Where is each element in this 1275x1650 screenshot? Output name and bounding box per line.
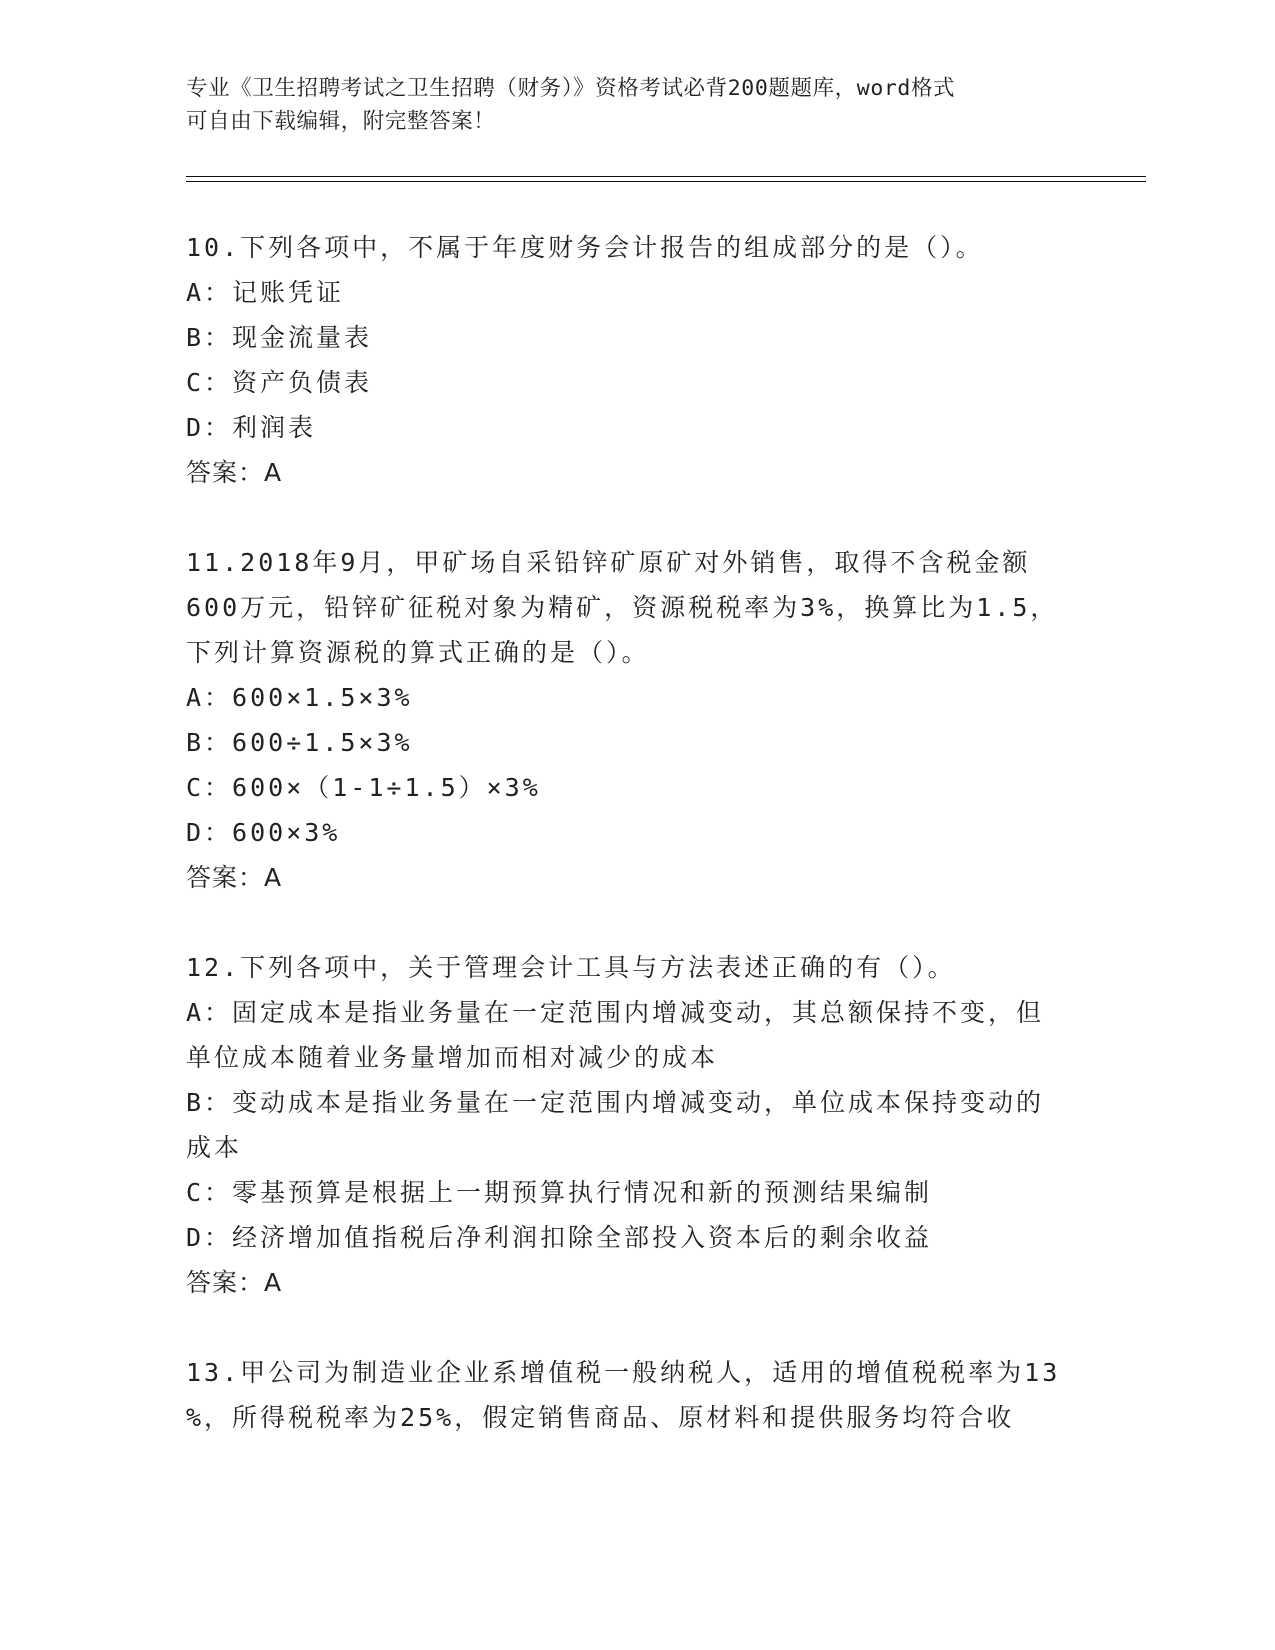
answer-option: B：变动成本是指业务量在一定范围内增减变动，单位成本保持变动的 — [186, 1088, 1045, 1117]
question-block — [186, 945, 1086, 1305]
question-text: 11.2018年9月，甲矿场自采铅锌矿原矿对外销售，取得不含税金额 — [186, 548, 1031, 577]
answer-option: D：经济增加值指税后净利润扣除全部投入资本后的剩余收益 — [186, 1223, 933, 1252]
answer-option: A：固定成本是指业务量在一定范围内增减变动，其总额保持不变，但 — [186, 998, 1045, 1027]
header-line: 专业《卫生招聘考试之卫生招聘（财务）》资格考试必背200题题库，word格式 — [186, 76, 956, 101]
question-text: 600万元，铅锌矿征税对象为精矿，资源税税率为3%，换算比为1.5， — [186, 593, 1059, 622]
question-text: 下列计算资源税的算式正确的是（）。 — [186, 638, 650, 667]
answer-key: 答案：A — [186, 863, 283, 892]
header-line: 可自由下载编辑，附完整答案！ — [186, 109, 496, 134]
header-divider — [186, 176, 1146, 177]
document-header — [186, 72, 1066, 138]
answer-option: B：现金流量表 — [186, 323, 373, 352]
question-text: 13.甲公司为制造业企业系增值税一般纳税人，适用的增值税税率为13 — [186, 1358, 1061, 1387]
answer-option: D：600×3% — [186, 818, 341, 847]
question-block — [186, 1350, 1086, 1440]
answer-option: 成本 — [186, 1133, 243, 1162]
question-list — [186, 225, 1086, 1485]
question-block — [186, 225, 1086, 495]
answer-option: D：利润表 — [186, 413, 317, 442]
question-text: 10.下列各项中，不属于年度财务会计报告的组成部分的是（）。 — [186, 233, 984, 262]
answer-option: C：资产负债表 — [186, 368, 373, 397]
question-block — [186, 540, 1086, 900]
answer-option: A：600×1.5×3% — [186, 683, 413, 712]
answer-key: 答案：A — [186, 1268, 283, 1297]
answer-option: C：600×（1-1÷1.5）×3% — [186, 773, 541, 802]
header-divider — [186, 181, 1146, 182]
question-text: 12.下列各项中，关于管理会计工具与方法表述正确的有（）。 — [186, 953, 956, 982]
question-text: %，所得税税率为25%，假定销售商品、原材料和提供服务均符合收 — [186, 1403, 1015, 1432]
answer-option: A：记账凭证 — [186, 278, 345, 307]
answer-option: C：零基预算是根据上一期预算执行情况和新的预测结果编制 — [186, 1178, 933, 1207]
answer-key: 答案：A — [186, 458, 283, 487]
answer-option: 单位成本随着业务量增加而相对减少的成本 — [186, 1043, 719, 1072]
answer-option: B：600÷1.5×3% — [186, 728, 413, 757]
